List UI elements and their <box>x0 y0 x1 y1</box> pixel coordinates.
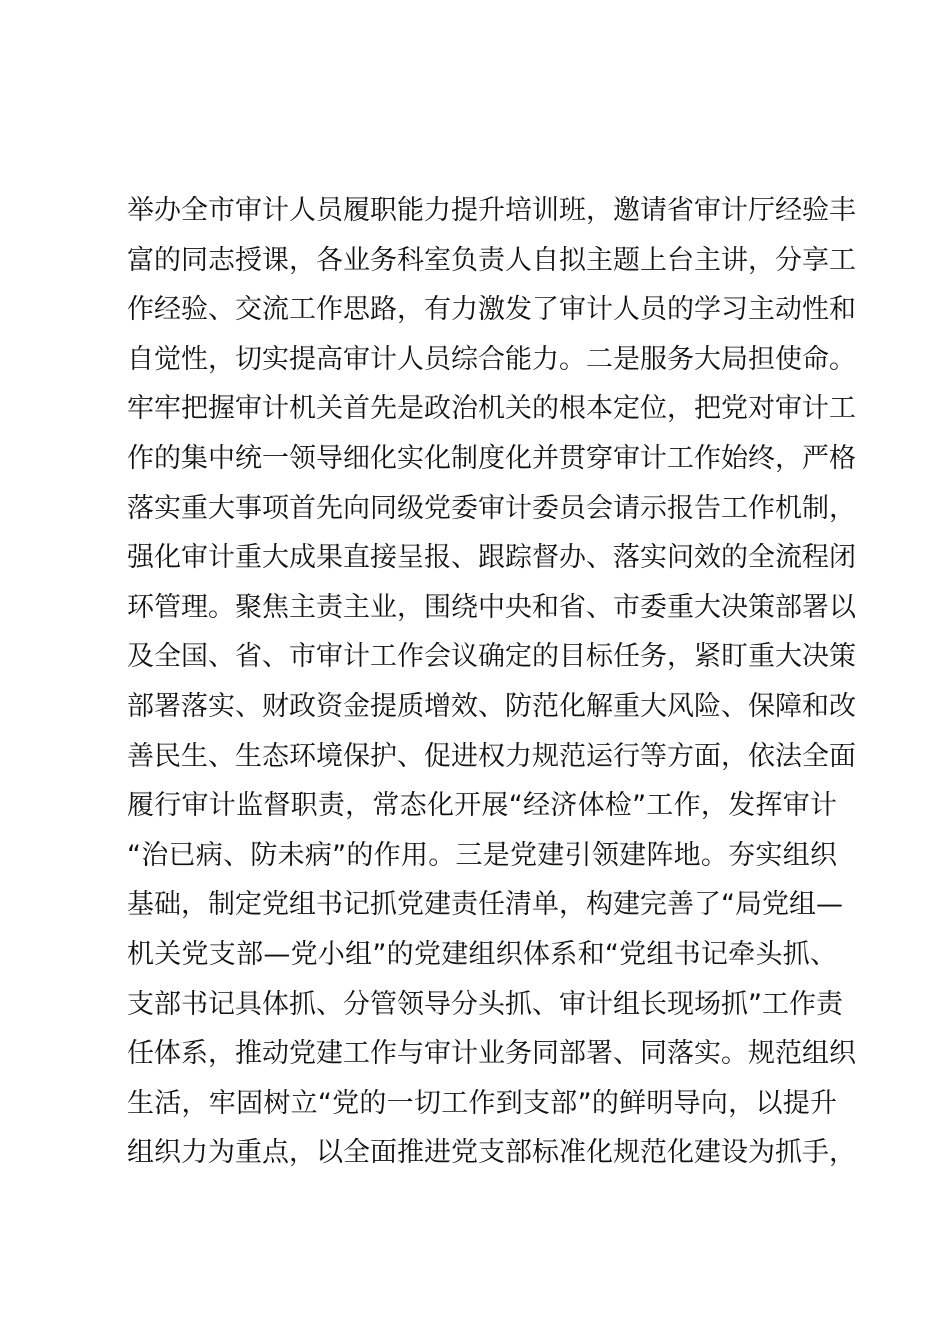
text-line: 牢牢把握审计机关首先是政治机关的根本定位，把党对审计工 <box>127 393 856 425</box>
text-line: 举办全市审计人员履职能力提升培训班，邀请省审计厅经验丰 <box>127 195 856 226</box>
text-line: 任体系，推动党建工作与审计业务同部署、同落实。规范组织 <box>127 1038 856 1070</box>
text-line: 富的同志授课，各业务科室负责人自拟主题上台主讲，分享工 <box>127 244 856 276</box>
text-line: 环管理。聚焦主责主业，围绕中央和省、市委重大决策部署以 <box>127 591 856 623</box>
text-line: 善民生、生态环境保护、促进权力规范运行等方面，依法全面 <box>127 740 856 772</box>
text-line: 组织力为重点，以全面推进党支部标准化规范化建设为抓手， <box>127 1137 856 1169</box>
text-line: 机关党支部—党小组”的党建组织体系和“党组书记牵头抓、 <box>127 938 837 970</box>
text-line: 作的集中统一领导细化实化制度化并贯穿审计工作始终，严格 <box>127 442 856 474</box>
text-line: “治已病、防未病”的作用。三是党建引领建阵地。夯实组织 <box>127 839 837 871</box>
text-line: 生活，牢固树立“党的一切工作到支部”的鲜明导向，以提升 <box>127 1087 837 1119</box>
body-paragraph <box>127 186 856 1178</box>
text-line: 自觉性，切实提高审计人员综合能力。二是服务大局担使命。 <box>127 343 856 375</box>
text-line: 作经验、交流工作思路，有力激发了审计人员的学习主动性和 <box>127 294 856 326</box>
text-line: 强化审计重大成果直接呈报、跟踪督办、落实问效的全流程闭 <box>127 542 856 574</box>
text-line: 落实重大事项首先向同级党委审计委员会请示报告工作机制， <box>127 492 856 524</box>
text-line: 履行审计监督职责，常态化开展“经济体检”工作，发挥审计 <box>127 790 837 822</box>
text-line: 部署落实、财政资金提质增效、防范化解重大风险、保障和改 <box>127 690 856 722</box>
text-line: 及全国、省、市审计工作会议确定的目标任务，紧盯重大决策 <box>127 641 856 673</box>
text-line: 基础，制定党组书记抓党建责任清单，构建完善了“局党组— <box>127 889 843 921</box>
text-line: 支部书记具体抓、分管领导分头抓、审计组长现场抓”工作责 <box>127 988 843 1020</box>
